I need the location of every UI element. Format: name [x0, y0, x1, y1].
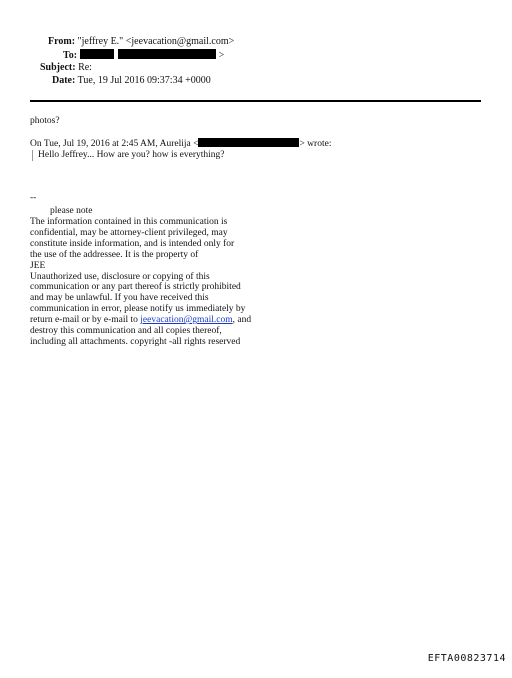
redaction-box [80, 49, 114, 59]
closing-line: destroy this communication and all copies thereof, [30, 326, 222, 337]
notify-suffix: , and [232, 315, 252, 326]
disclaimer-block [30, 217, 251, 348]
disclaimer-line: and may be unlawful. If you have received this [30, 293, 209, 304]
bates-number: EFTA00823714 [427, 653, 506, 664]
to-label: To: [63, 50, 78, 61]
disclaimer-line: communication or any part thereof is strictly prohibited [30, 282, 241, 293]
quote-intro-suffix: > wrote: [299, 139, 332, 149]
to-line [63, 49, 224, 62]
notify-prefix: return e-mail or by e-mail to [30, 315, 141, 326]
from-label: From: [48, 36, 76, 47]
disclaimer-line: confidential, may be attorney-client privileged, may [30, 227, 228, 238]
disclaimer-line: constitute inside information, and is intended only for [30, 238, 235, 249]
redaction-box [118, 49, 216, 59]
disclaimer-line: The information contained in this communication is [30, 217, 228, 227]
disclaimer-line: communication in error, please notify us immediately by [30, 304, 246, 315]
signature-heading: please note [50, 206, 93, 216]
disclaimer-line: Unauthorized use, disclosure or copying of this [30, 271, 210, 282]
from-value: "jeffrey E." <jeevacation@gmail.com> [77, 36, 235, 47]
email-link[interactable]: jeevacation@gmail.com [140, 315, 233, 326]
date-line [52, 75, 211, 87]
quote-intro-prefix: On Tue, Jul 19, 2016 at 2:45 AM, Aurelija < [30, 139, 199, 149]
disclaimer-line: the use of the addressee. It is the property of [30, 249, 199, 260]
from-line [48, 36, 234, 48]
to-suffix: > [218, 50, 225, 61]
subject-label: Subject: [40, 62, 76, 73]
quote-bar [32, 150, 33, 161]
redaction-box [198, 138, 299, 147]
date-label: Date: [52, 75, 76, 86]
reply-text: photos? [30, 116, 60, 126]
notify-line [30, 315, 251, 326]
closing-line: including all attachments. copyright -all rights reserved [30, 336, 241, 347]
subject-line [40, 62, 92, 74]
subject-value: Re: [78, 62, 92, 73]
disclaimer-line: JEE [30, 260, 46, 271]
quote-intro [30, 138, 331, 150]
date-value: Tue, 19 Jul 2016 09:37:34 +0000 [77, 75, 211, 86]
signature-separator: -- [30, 193, 37, 203]
header-divider [30, 100, 481, 102]
quoted-text: Hello Jeffrey... How are you? how is everything? [38, 150, 225, 160]
